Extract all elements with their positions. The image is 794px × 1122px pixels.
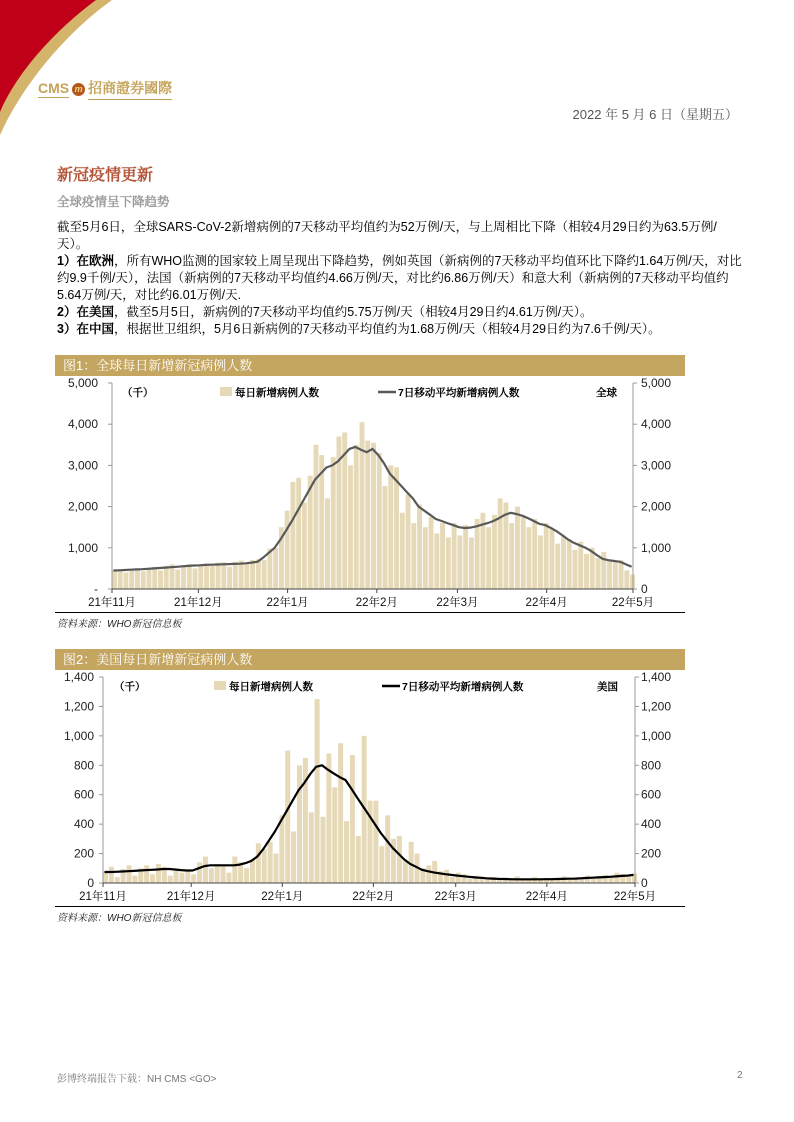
- daily-cases-bar: [584, 554, 589, 589]
- daily-cases-bar: [434, 533, 439, 589]
- daily-cases-bar: [485, 879, 490, 883]
- daily-cases-bar: [210, 566, 215, 589]
- region-label: 美国: [597, 681, 618, 693]
- daily-cases-bar: [164, 566, 169, 589]
- y-tick-label-left: 1,200: [63, 699, 94, 714]
- y-tick-label-right: 3,000: [641, 458, 672, 473]
- europe-text: ，所有WHO监测的国家较上周呈现出下降趋势，例如英国（新病例的7天移动平均值环比下降约1.64万例/天，对比约9.9千例/天），法国（新病例的7天移动平均值约4.66万例/天，对比约6.86万例/天）和意大利（新病例的7天移动平均值约5.64万例/天，对比约6.01万例/天.: [57, 254, 742, 302]
- y-tick-label-right: 1,200: [641, 699, 672, 714]
- legend-line-label: 7日移动平均新增病例人数: [402, 681, 524, 693]
- daily-cases-bar: [446, 538, 451, 590]
- daily-cases-bar: [509, 523, 514, 589]
- daily-cases-bar: [377, 453, 382, 589]
- daily-cases-bar: [561, 535, 566, 589]
- daily-cases-bar: [147, 568, 152, 589]
- y-tick-label-right: 5,000: [641, 376, 672, 390]
- y-tick-label-right: 1,000: [641, 728, 672, 743]
- daily-cases-bar: [296, 478, 301, 589]
- legend-bar-swatch: [220, 387, 232, 396]
- legend-bar-swatch: [214, 681, 226, 690]
- y-tick-label-right: 2,000: [641, 499, 672, 514]
- daily-cases-bar: [209, 868, 214, 883]
- x-tick-label: 22年1月: [266, 597, 309, 609]
- daily-cases-bar: [115, 877, 120, 883]
- daily-cases-bar: [141, 571, 146, 589]
- us-text: ，截至5月5日，新病例的7天移动平均值约5.75万例/天（相较4月29日约4.61万例/天）。: [113, 305, 593, 319]
- x-tick-label: 21年11月: [79, 891, 127, 903]
- figure-2-chart: [0, 670, 794, 906]
- daily-cases-bar: [150, 874, 155, 883]
- daily-cases-bar: [403, 861, 408, 883]
- daily-cases-bar: [156, 864, 161, 883]
- china-lead: 3）在中国: [57, 322, 114, 336]
- daily-cases-bar: [273, 548, 278, 589]
- x-tick-label: 21年11月: [88, 597, 136, 609]
- cms-logo: [38, 78, 172, 100]
- daily-cases-bar: [215, 864, 220, 883]
- paragraph-europe: [57, 253, 747, 304]
- y-tick-label-right: 800: [641, 758, 662, 773]
- daily-cases-bar: [256, 843, 261, 883]
- daily-cases-bar: [498, 498, 503, 589]
- daily-cases-bar: [262, 849, 267, 883]
- daily-cases-bar: [544, 523, 549, 589]
- daily-cases-bar: [285, 511, 290, 589]
- y-tick-label-left: 1,000: [67, 540, 98, 555]
- daily-cases-bar: [297, 765, 302, 883]
- y-tick-label-right: 0: [641, 582, 648, 596]
- daily-cases-bar: [239, 561, 244, 589]
- legend-bar-label: 每日新增病例人数: [235, 387, 319, 399]
- daily-cases-bar: [152, 567, 157, 589]
- paragraph-us: [57, 304, 747, 321]
- daily-cases-bar: [383, 486, 388, 589]
- y-tick-label-right: 200: [641, 846, 662, 861]
- region-label: 全球: [596, 387, 617, 399]
- daily-cases-bar: [158, 570, 163, 589]
- daily-cases-bar: [591, 879, 596, 883]
- body-text: [57, 219, 747, 338]
- figure-2-title: 图2：美国每日新增新冠病例人数: [55, 649, 685, 670]
- daily-cases-bar: [619, 560, 624, 589]
- daily-cases-bar: [452, 523, 457, 589]
- daily-cases-bar: [174, 869, 179, 883]
- us-lead: 2）在美国: [57, 305, 114, 319]
- y-tick-label-right: 400: [641, 817, 662, 832]
- y-tick-label-left: 0: [87, 876, 94, 890]
- daily-cases-bar: [613, 562, 618, 589]
- x-tick-label: 22年3月: [434, 891, 477, 903]
- daily-cases-bar: [144, 865, 149, 883]
- logo-latin: CMS: [38, 80, 70, 96]
- daily-cases-bar: [203, 857, 208, 883]
- daily-cases-bar: [325, 498, 330, 589]
- daily-cases-bar: [348, 465, 353, 589]
- daily-cases-bar: [585, 876, 590, 883]
- figure-1-title: 图1：全球每日新增新冠病例人数: [55, 355, 685, 376]
- y-tick-label-left: 1,000: [63, 728, 94, 743]
- daily-cases-bar: [450, 877, 455, 883]
- x-tick-label: 21年12月: [174, 597, 223, 609]
- daily-cases-bar: [250, 560, 255, 589]
- daily-cases-bar: [331, 457, 336, 589]
- daily-cases-bar: [573, 879, 578, 883]
- logo-badge-icon: m: [72, 83, 85, 96]
- y-tick-label-left: 4,000: [67, 417, 98, 432]
- footer-text: 彭博终端报告下载：NH CMS <GO>: [57, 1074, 217, 1085]
- daily-cases-bar: [596, 558, 601, 589]
- daily-cases-bar: [379, 846, 384, 883]
- y-tick-label-right: 600: [641, 787, 662, 802]
- daily-cases-bar: [191, 874, 196, 883]
- daily-cases-bar: [394, 467, 399, 589]
- x-tick-label: 22年2月: [352, 891, 395, 903]
- daily-cases-bar: [226, 873, 231, 883]
- paragraph-china: [57, 321, 747, 338]
- unit-label: （千）: [122, 387, 154, 399]
- daily-cases-bar: [285, 751, 290, 883]
- figure-1-source: 资料来源：WHO新冠信息板: [57, 619, 182, 630]
- daily-cases-bar: [273, 854, 278, 883]
- daily-cases-bar: [193, 568, 198, 589]
- daily-cases-bar: [411, 523, 416, 589]
- y-tick-label-left: 2,000: [67, 499, 98, 514]
- europe-lead: 1）在欧洲: [57, 254, 114, 268]
- daily-cases-bar: [467, 879, 472, 883]
- report-date: 2022 年 5 月 6 日（星期五）: [572, 107, 738, 122]
- logo-cjk: 招商證券國際: [88, 78, 172, 100]
- daily-cases-bar: [344, 821, 349, 883]
- daily-cases-bar: [475, 519, 480, 589]
- figure-2-source: 资料来源：WHO新冠信息板: [57, 913, 182, 924]
- daily-cases-bar: [469, 538, 474, 590]
- daily-cases-bar: [204, 563, 209, 589]
- daily-cases-bar: [221, 562, 226, 589]
- daily-cases-bar: [360, 422, 365, 589]
- daily-cases-bar: [338, 743, 343, 883]
- daily-cases-bar: [175, 570, 180, 589]
- y-tick-label-right: 1,400: [641, 670, 672, 684]
- x-tick-label: 22年5月: [611, 597, 655, 609]
- daily-cases-bar: [457, 535, 462, 589]
- daily-cases-bar: [521, 517, 526, 589]
- daily-cases-bar: [302, 502, 307, 589]
- daily-cases-bar: [406, 494, 411, 589]
- daily-cases-bar: [112, 570, 117, 589]
- daily-cases-bar: [423, 527, 428, 589]
- x-tick-label: 21年12月: [166, 891, 216, 903]
- y-tick-label-left: 200: [73, 846, 94, 861]
- page-number: 2: [737, 1070, 743, 1081]
- y-tick-label-right: 1,000: [641, 540, 672, 555]
- daily-cases-bar: [179, 873, 184, 883]
- y-tick-label-left: 1,400: [63, 670, 94, 684]
- daily-cases-bar: [268, 842, 273, 883]
- daily-cases-bar: [578, 542, 583, 589]
- daily-cases-bar: [573, 550, 578, 589]
- daily-cases-bar: [315, 699, 320, 883]
- daily-cases-bar: [244, 564, 249, 589]
- daily-cases-bar: [168, 876, 173, 883]
- daily-cases-bar: [397, 836, 402, 883]
- daily-cases-bar: [526, 527, 531, 589]
- paragraph-global: 截至5月6日，全球SARS-CoV-2新增病例的7天移动平均值约为52万例/天，与上周相比下降（相较4月29日约为63.5万例/天）。: [57, 220, 717, 251]
- x-tick-label: 22年5月: [613, 891, 657, 903]
- y-tick-label-left: 400: [73, 817, 94, 832]
- daily-cases-bar: [216, 563, 221, 589]
- daily-cases-bar: [365, 441, 370, 589]
- figure-2-divider: [55, 906, 685, 907]
- daily-cases-bar: [567, 540, 572, 589]
- section-subtitle: 全球疫情呈下降趋势: [57, 195, 170, 209]
- daily-cases-bar: [426, 865, 431, 883]
- x-tick-label: 22年1月: [261, 891, 304, 903]
- daily-cases-bar: [185, 871, 190, 883]
- y-tick-label-left: 600: [73, 787, 94, 802]
- y-tick-label-left: -: [94, 582, 98, 596]
- daily-cases-bar: [197, 862, 202, 883]
- daily-cases-bar: [181, 566, 186, 589]
- daily-cases-bar: [354, 445, 359, 589]
- y-tick-label-right: 0: [641, 876, 648, 890]
- y-tick-label-right: 4,000: [641, 417, 672, 432]
- daily-cases-bar: [417, 505, 422, 589]
- daily-cases-bar: [373, 801, 378, 883]
- daily-cases-bar: [326, 754, 331, 883]
- daily-cases-bar: [440, 523, 445, 589]
- daily-cases-bar: [538, 535, 543, 589]
- daily-cases-bar: [385, 815, 390, 883]
- x-tick-label: 22年2月: [355, 597, 398, 609]
- daily-cases-bar: [127, 865, 132, 883]
- daily-cases-bar: [609, 878, 614, 883]
- daily-cases-bar: [532, 519, 537, 589]
- y-tick-label-left: 800: [73, 758, 94, 773]
- daily-cases-bar: [232, 857, 237, 883]
- daily-cases-bar: [262, 560, 267, 589]
- daily-cases-bar: [321, 817, 326, 883]
- daily-cases-bar: [256, 559, 261, 589]
- daily-cases-bar: [221, 865, 226, 883]
- daily-cases-bar: [129, 569, 134, 589]
- daily-cases-bar: [250, 859, 255, 883]
- y-tick-label-left: 3,000: [67, 458, 98, 473]
- daily-cases-bar: [132, 876, 137, 883]
- daily-cases-bar: [614, 873, 619, 883]
- daily-cases-bar: [187, 564, 192, 589]
- x-tick-label: 22年3月: [436, 597, 479, 609]
- header-swoosh-decoration: [0, 0, 140, 140]
- x-tick-label: 22年4月: [525, 891, 568, 903]
- x-tick-label: 22年4月: [525, 597, 568, 609]
- daily-cases-bar: [515, 507, 520, 589]
- daily-cases-bar: [486, 527, 491, 589]
- daily-cases-bar: [244, 868, 249, 883]
- daily-cases-bar: [371, 443, 376, 589]
- daily-cases-bar: [227, 567, 232, 589]
- y-tick-label-left: 5,000: [67, 376, 98, 390]
- daily-cases-bar: [350, 755, 355, 883]
- daily-cases-bar: [124, 573, 129, 589]
- section-title: 新冠疫情更新: [57, 165, 154, 184]
- daily-cases-bar: [607, 560, 612, 589]
- daily-cases-bar: [309, 812, 314, 883]
- daily-cases-bar: [303, 758, 308, 883]
- daily-cases-bar: [332, 787, 337, 883]
- legend-bar-label: 每日新增病例人数: [229, 681, 313, 693]
- figure-1-divider: [55, 612, 685, 613]
- daily-cases-bar: [109, 867, 114, 883]
- daily-cases-bar: [555, 544, 560, 589]
- daily-cases-bar: [463, 525, 468, 589]
- daily-cases-bar: [198, 564, 203, 589]
- daily-cases-bar: [135, 568, 140, 589]
- daily-cases-bar: [233, 562, 238, 589]
- figure-1-chart: [0, 376, 794, 612]
- daily-cases-bar: [624, 570, 629, 589]
- daily-cases-bar: [492, 515, 497, 589]
- daily-cases-bar: [388, 465, 393, 589]
- daily-cases-bar: [456, 873, 461, 883]
- daily-cases-bar: [626, 877, 631, 883]
- daily-cases-bar: [444, 870, 449, 883]
- daily-cases-bar: [313, 445, 318, 589]
- daily-cases-bar: [429, 517, 434, 589]
- daily-cases-bar: [356, 836, 361, 883]
- daily-cases-bar: [290, 482, 295, 589]
- china-text: ，根据世卫组织，5月6日新病例的7天移动平均值约为1.68万例/天（相较4月29日约为7.6千例/天）。: [113, 322, 661, 336]
- daily-cases-bar: [291, 832, 296, 884]
- daily-cases-bar: [400, 513, 405, 589]
- daily-cases-bar: [550, 529, 555, 589]
- unit-label: （千）: [114, 681, 146, 693]
- daily-cases-bar: [279, 815, 284, 883]
- legend-line-label: 7日移动平均新增病例人数: [398, 387, 520, 399]
- daily-cases-bar: [118, 570, 123, 589]
